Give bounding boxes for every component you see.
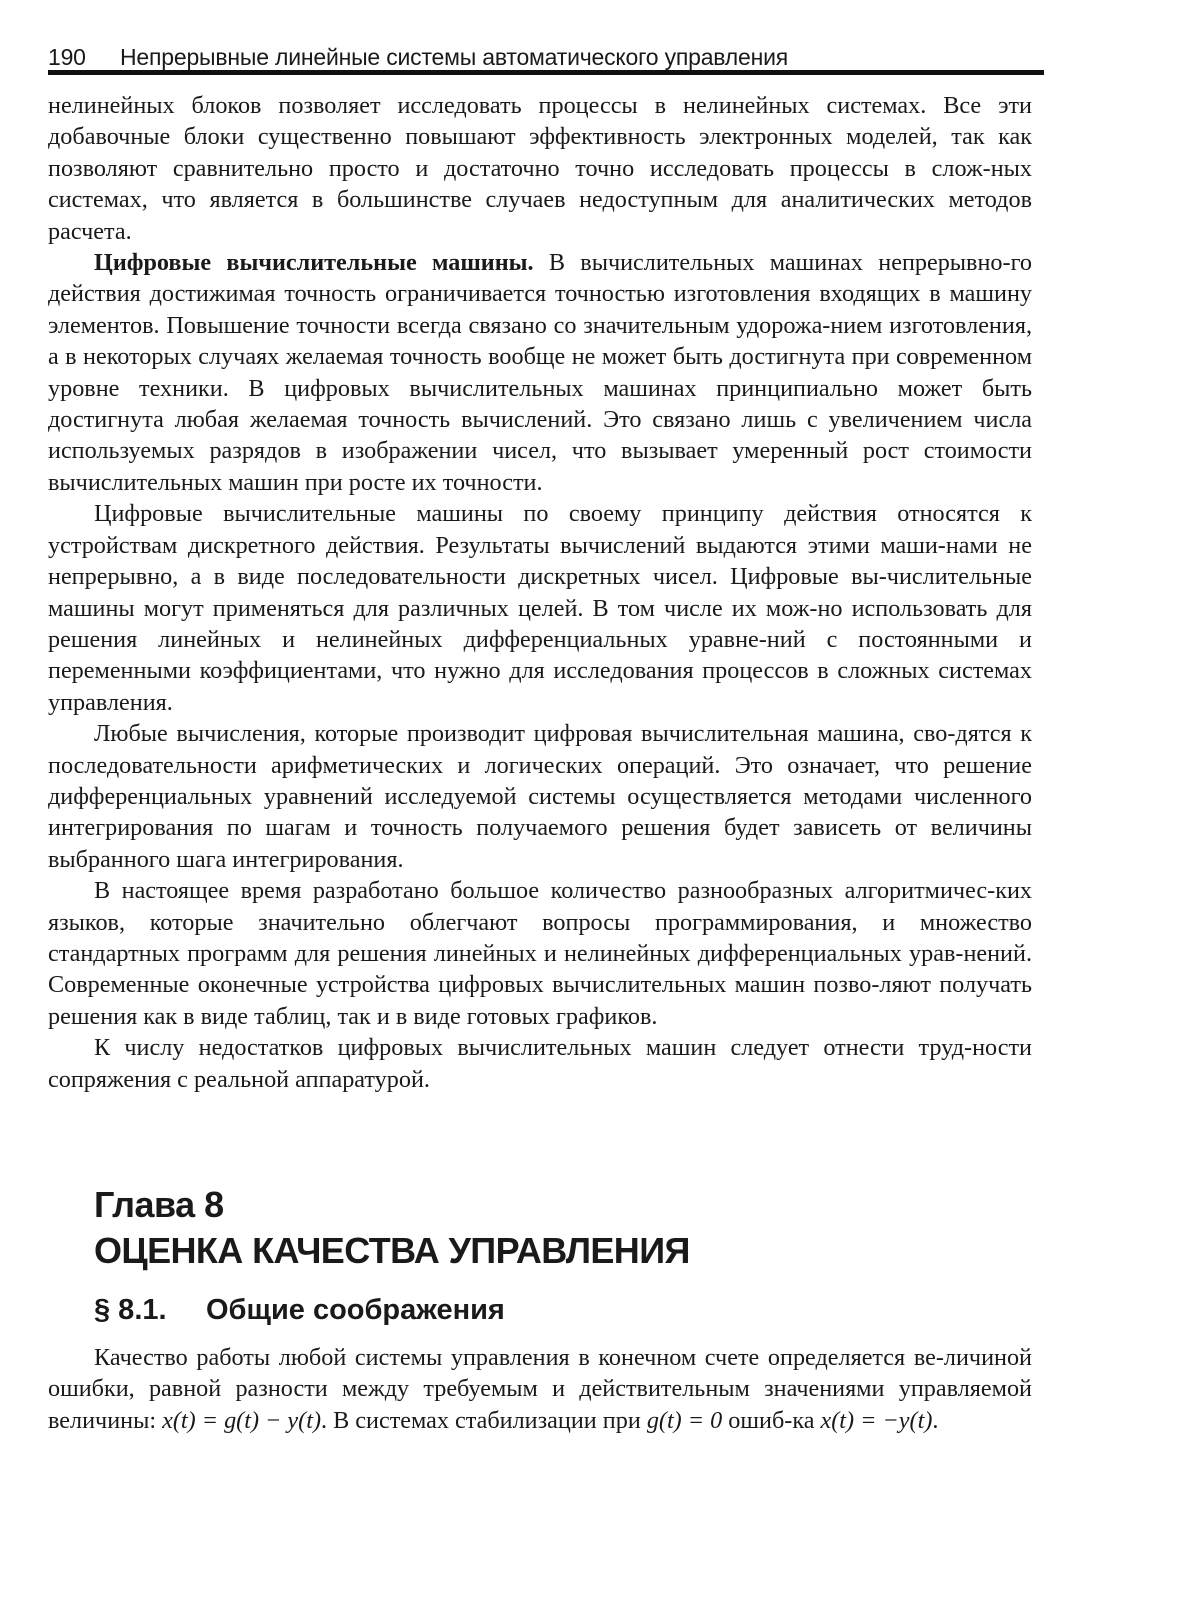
paragraph-text: ошиб-ка	[722, 1406, 821, 1434]
chapter-label: Глава 8	[94, 1184, 224, 1225]
book-title: Непрерывные линейные системы автоматического управления	[120, 44, 789, 70]
section-number: § 8.1.	[94, 1294, 167, 1326]
error-equation: x(t) = g(t) − y(t)	[162, 1406, 321, 1434]
paragraph-discrete-action: Цифровые вычислительные машины по своему принципу действия относятся к устройствам дискретного действия. Результаты вычислений выдаются этими маши-нами не непрерывно, а в виде последовательности дискретных чисел. Цифровые вы-числительные машины могут применяться для различных целей. В том числе их мож-но использовать для решения линейных и нелинейных дифференциальных уравне-ний с постоянными и переменными коэффициентами, что нужно для исследования процессов в сложных системах управления.	[48, 500, 1032, 716]
paragraph-text: В вычислительных машинах непрерывно-го действия достижимая точность ограничивается точностью изготовления входящих в машину элементов. Повышение точности всегда связано со значительным удорожа-нием изготовления, а в некоторых случаях желаемая точность вообще не может быть достигнута при современном уровне техники. В цифровых вычислительных машинах принципиально может быть достигнута любая желаемая точность вычислений. Это связано лишь с увеличением числа используемых разрядов в изображении чисел, что вызывает умеренный рост стоимости вычислительных машин при росте их точности.	[48, 249, 1032, 496]
chapter-heading	[94, 1182, 994, 1274]
chapter-title: ОЦЕНКА КАЧЕСТВА УПРАВЛЕНИЯ	[94, 1230, 690, 1271]
paragraph-text: Качество работы любой системы управления в конечном счете определяется ве-личиной ошибки, равной разности между требуемым и действительным значениями управляемой величины:	[48, 1344, 1032, 1434]
paragraph-control-quality	[48, 1342, 1032, 1436]
header-rule	[48, 70, 1044, 75]
paragraph-digital-machines	[48, 247, 1032, 498]
paragraph-programming-languages: В настоящее время разработано большое количество разнообразных алгоритмичес-ких языков, которые значительно облегчают вопросы программирования, и множество стандартных программ для решения линейных и нелинейных дифференциальных урав-нений. Современные оконечные устройства цифровых вычислительных машин позво-ляют получать решения как в виде таблиц, так и в виде готовых графиков.	[48, 877, 1032, 1030]
section-heading	[94, 1290, 505, 1330]
stabilization-error-equation: x(t) = −y(t)	[820, 1406, 933, 1434]
page-number: 190	[48, 44, 86, 70]
paragraph-continuation: нелинейных блоков позволяет исследовать процессы в нелинейных системах. Все эти добавочные блоки существенно повышают эффективность электронных моделей, так как позволяют сравнительно просто и достаточно точно исследовать процессы в слож-ных системах, что является в большинстве случаев недоступным для аналитических методов расчета.	[48, 92, 1032, 245]
paragraph-disadvantages: К числу недостатков цифровых вычислительных машин следует отнести труд-ности сопряжения с реальной аппаратурой.	[48, 1034, 1032, 1093]
section-body	[48, 1342, 1032, 1436]
paragraph-lead-bold: Цифровые вычислительные машины.	[94, 249, 534, 277]
stabilization-condition: g(t) = 0	[646, 1406, 723, 1434]
section-title: Общие соображения	[206, 1294, 505, 1326]
paragraph-arithmetic-operations: Любые вычисления, которые производит цифровая вычислительная машина, сво-дятся к последовательности арифметических и логических операций. Это означает, что решение дифференциальных уравнений исследуемой системы осуществляется методами численного интегрирования по шагам и точность получаемого решения будет зависеть от величины выбранного шага интегрирования.	[48, 720, 1032, 873]
body-text	[48, 90, 1032, 1095]
paragraph-text: .	[932, 1406, 939, 1434]
paragraph-text: . В системах стабилизации при	[321, 1406, 647, 1434]
running-header	[48, 40, 1048, 74]
